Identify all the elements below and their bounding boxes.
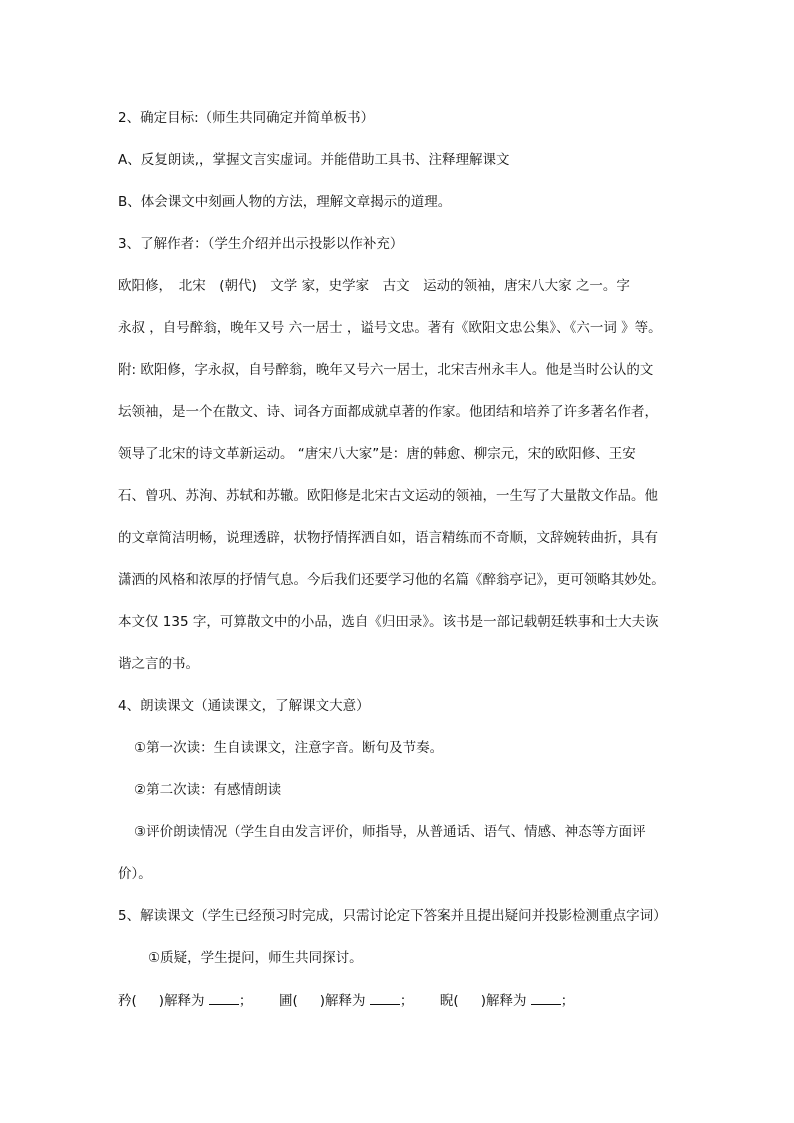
vocab-row: [118, 991, 688, 1010]
reading-step-2: ②第二次读：有感情朗读: [134, 782, 282, 798]
vocab-char: 圃: [278, 993, 293, 1009]
author-line-1: 欧阳修， 北宋 (朝代) 文学 家，史学家 古文 运动的领袖，唐宋八大家 之一。字: [118, 278, 630, 294]
answer-blank[interactable]: [370, 991, 400, 1005]
section-2-heading: 2、确定目标:（师生共同确定并简单板书）: [118, 110, 375, 126]
section-5-heading: 5、解读课文（学生已经预习时完成，只需讨论定下答案并且提出疑问并投影检测重点字词）: [118, 908, 667, 924]
author-line-4: 坛领袖，是一个在散文、诗、词各方面都成就卓著的作家。他团结和培养了许多著名作者，: [118, 404, 658, 420]
goal-a: A、反复朗读,，掌握文言实虚词。并能借助工具书、注释理解课文: [118, 152, 510, 168]
author-line-5: 领导了北宋的诗文革新运动。 “唐宋八大家”是：唐的韩愈、柳宗元，宋的欧阳修、王安: [118, 446, 636, 462]
vocab-label: 解释为: [485, 993, 527, 1009]
author-line-6: 石、曾巩、苏洵、苏轼和苏辙。欧阳修是北宋古文运动的领袖，一生写了大量散文作品。他: [118, 488, 658, 504]
author-line-3: 附: 欧阳修，字永叔，自号醉翁，晚年又号六一居士，北宋吉州永丰人。他是当时公认的文: [118, 362, 654, 378]
vocab-item: 矜( )解释为 ；: [118, 993, 253, 1009]
section-4-heading: 4、朗读课文（通读课文，了解课文大意）: [118, 698, 370, 714]
reading-step-3-line-2: 价）。: [118, 866, 152, 882]
author-line-10: 谐之言的书。: [118, 656, 199, 672]
vocab-label: 解释为: [164, 993, 205, 1009]
section-3-heading: 3、了解作者：（学生介绍并出示投影以作补充）: [118, 236, 404, 252]
reading-step-1: ①第一次读：生自读课文，注意字音。断句及节奏。: [134, 740, 444, 756]
author-line-2: 永叔 ，自号醉翁，晚年又号 六一居士 ，谥号文忠。著有《欧阳文忠公集》、《六一词 》等。: [118, 320, 662, 336]
vocab-item: 圃( )解释为 ；: [278, 993, 414, 1009]
answer-blank[interactable]: [531, 991, 561, 1005]
vocab-label: 解释为: [325, 993, 366, 1009]
vocab-item: 睨( )解释为 ；: [439, 993, 575, 1009]
answer-blank[interactable]: [209, 991, 239, 1005]
author-line-8: 潇洒的风格和浓厚的抒情气息。今后我们还要学习他的名篇《醉翁亭记》，更可领略其妙处。: [118, 572, 665, 588]
reading-step-3-line-1: ③评价朗读情况（学生自由发言评价，师指导，从普通话、语气、情感、神态等方面评: [134, 824, 646, 840]
author-line-7: 的文章简洁明畅，说理透辟，状物抒情挥洒自如，语言精练而不奇顺，文辞婉转曲折，具有: [118, 530, 658, 546]
question-step-1: ①质疑，学生提问，师生共同探讨。: [148, 950, 363, 966]
vocab-char: 睨: [439, 993, 454, 1009]
goal-b: B、体会课文中刻画人物的方法，理解文章揭示的道理。: [118, 194, 452, 210]
author-line-9: 本文仅 135 字，可算散文中的小品，选自《归田录》。该书是一部记载朝廷轶事和士大夫诙: [118, 614, 659, 630]
vocab-char: 矜: [118, 993, 132, 1009]
